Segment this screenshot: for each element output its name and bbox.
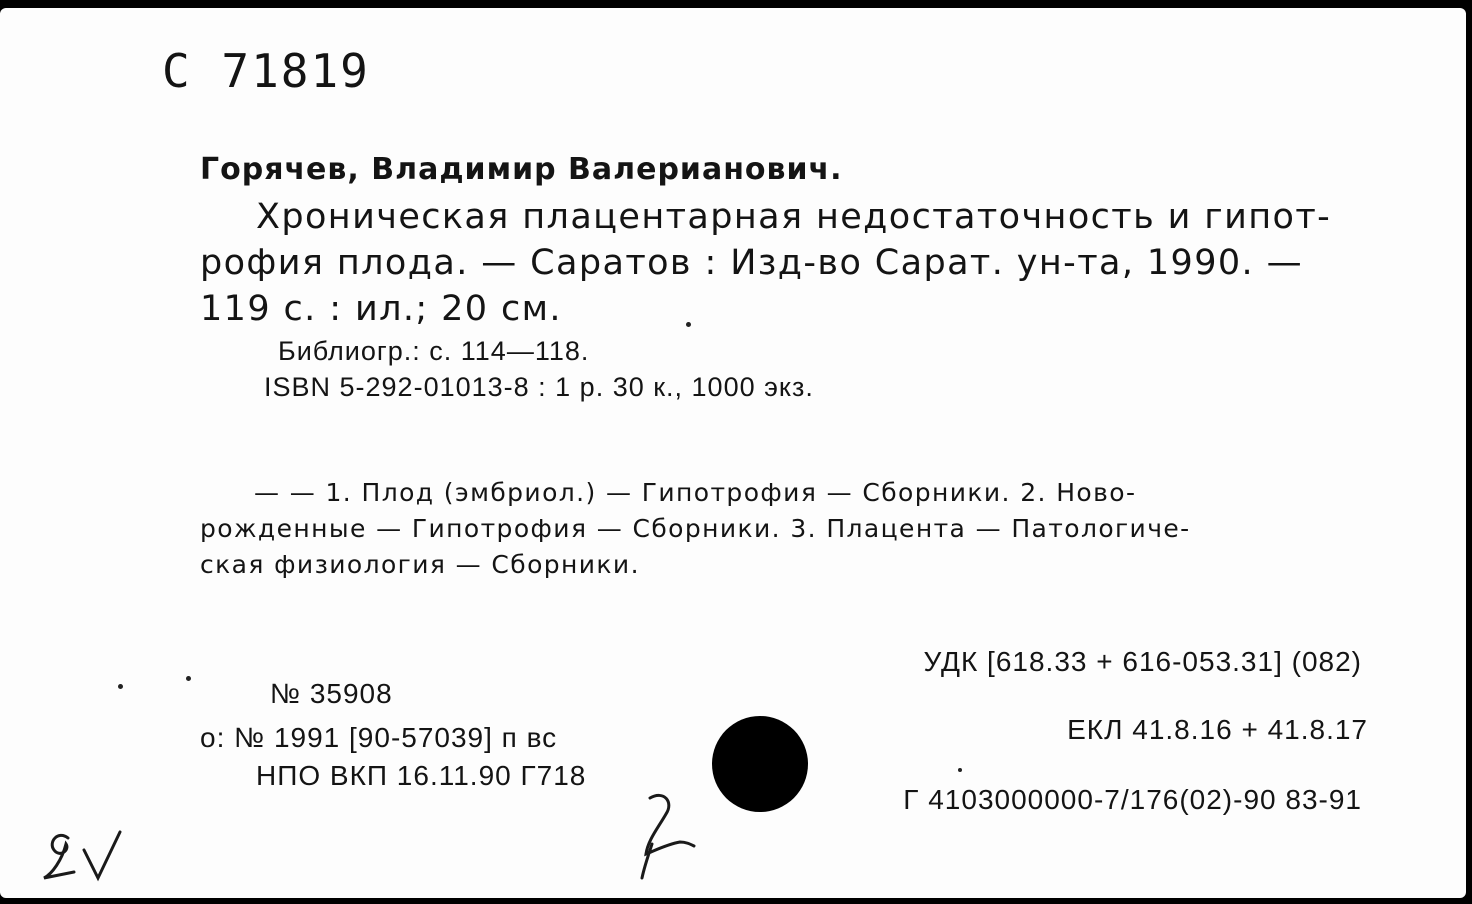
publisher-stamp: НПО ВКП 16.11.90 Г718 [256,760,587,791]
order-number: о: № 1991 [90-57039] п вс [200,722,558,753]
ink-speck [958,768,962,772]
subject-line-2: рожденные — Гипотрофия — Сборники. 3. Плацента — Патологиче- [200,514,1191,543]
ekl-code: ЕКЛ 41.8.16 + 41.8.17 [1067,714,1368,745]
ink-speck [118,684,123,689]
ink-speck [186,676,191,681]
accession-number: № 35908 [270,678,393,709]
handwritten-mark-left [40,820,130,890]
ink-speck [686,322,691,327]
udk-code: УДК [618.33 + 616-053.31] (082) [923,646,1362,677]
call-number: C 71819 [162,44,370,98]
catalog-card [0,8,1466,898]
author-heading: Горячев, Владимир Валерианович. [200,152,843,187]
g-code: Г 4103000000-7/176(02)-90 83-91 [903,784,1362,815]
title-line-1: Хроническая плацентарная недостаточность и гипот- [256,197,1332,237]
subject-line-3: ская физиология — Сборники. [200,550,640,579]
bibliography-note: Библиогр.: с. 114—118. [278,336,590,366]
title-line-2: рофия плода. — Саратов : Изд-во Сарат. ун-та, 1990. — [200,243,1304,283]
subject-line-1: — — 1. Плод (эмбриол.) — Гипотрофия — Сборники. 2. Ново- [254,478,1137,507]
handwritten-mark-center [628,784,708,884]
isbn-note: ISBN 5-292-01013-8 : 1 р. 30 к., 1000 экз. [264,372,814,402]
punch-hole [712,716,808,812]
title-line-3: 119 с. : ил.; 20 см. [200,289,562,329]
